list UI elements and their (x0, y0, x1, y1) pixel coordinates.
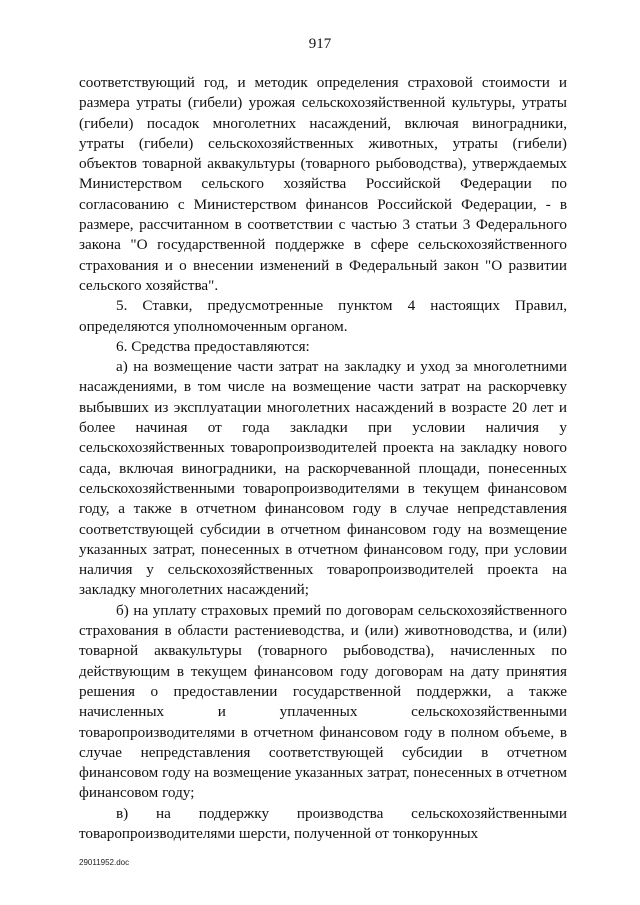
document-filename: 29011952.doc (79, 858, 130, 867)
paragraph-item-5: 5. Ставки, предусмотренные пунктом 4 настоящих Правил, определяются уполномоченным органом. (79, 297, 567, 335)
paragraph-item-6: 6. Средства предоставляются: (116, 337, 310, 355)
paragraph-item-6a: а) на возмещение части затрат на закладку и уход за многолетними насаждениями, в том числе на возмещение части затрат на раскорчевку выбывших из эксплуатации многолетних насаждений в возрасте 20 лет и более начиная от года закладки при условии наличия у сельскохозяйственных товаропроизводителей проекта на закладку нового сада, включая виноградники, на раскорчеванной площади, понесенных сельскохозяйственными товаропроизводителями в текущем финансовом году, а также в отчетном финансовом году в случае непредставления соответствующей субсидии в отчетном финансовом году на возмещение указанных затрат, понесенных в отчетном финансовом году, при условии наличия у сельскохозяйственных товаропроизводителей проекта на закладку многолетних насаждений; (79, 358, 567, 599)
paragraph-continuation: соответствующий год, и методик определения страховой стоимости и размера утраты (гибели) урожая сельскохозяйственной культуры, утраты (гибели) посадок многолетних насаждений, включая виноградники, утраты (гибели) сельскохозяйственных животных, утраты (гибели) объектов товарной аквакультуры (товарного рыбоводства), утверждаемых Министерством сельского хозяйства Российской Федерации по согласованию с Министерством финансов Российской Федерации, - в размере, рассчитанном в соответствии с частью 3 статьи 3 Федерального закона "О государственной поддержке в сфере сельскохозяйственного страхования и о внесении изменений в Федеральный закон "О развитии сельского хозяйства". (79, 74, 567, 294)
paragraph-item-6b: б) на уплату страховых премий по договорам сельскохозяйственного страхования в области растениеводства, и (или) животноводства, и (или) товарной аквакультуры (товарного рыбоводства), начисленных по действующим в текущем финансовом году договорам на дату принятия решения о предоставлении государственной поддержки, а также начисленных и уплаченных сельскохозяйственными товаропроизводителями в отчетном финансовом году в полном объеме, в случае непредставления соответствующей субсидии в отчетном финансовом году на возмещение указанных затрат, понесенных в отчетном финансовом году; (79, 601, 567, 802)
page-number: 917 (308, 36, 332, 52)
paragraph-item-6v: в) на поддержку производства сельскохозяйственными товаропроизводителями шерсти, полученной от тонкорунных (79, 804, 567, 842)
document-body (79, 73, 567, 844)
